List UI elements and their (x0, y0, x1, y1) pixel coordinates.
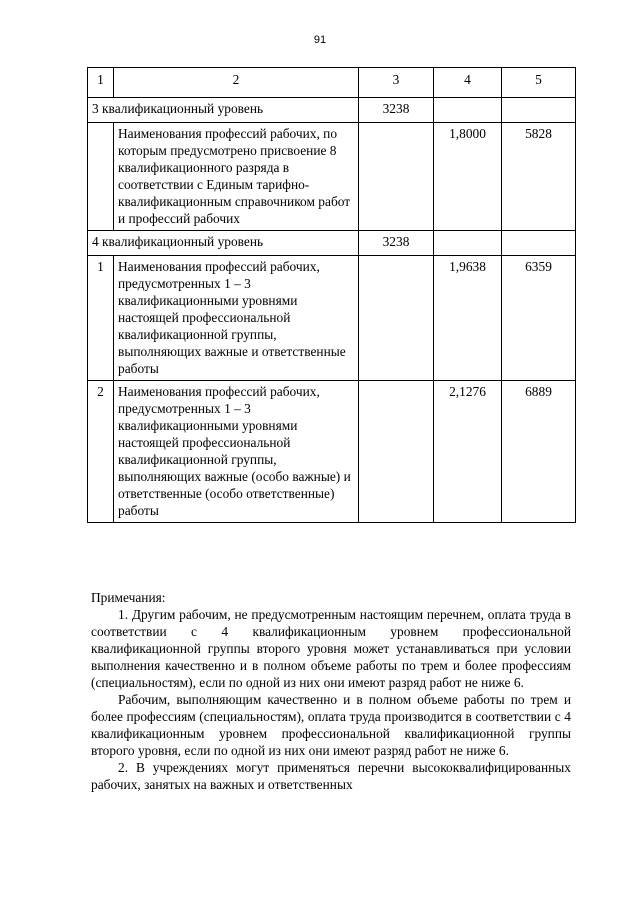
header-cell: 4 (434, 68, 502, 98)
header-cell: 5 (502, 68, 576, 98)
empty-cell (434, 98, 502, 123)
level-3-row (88, 98, 576, 123)
coefficient: 2,1276 (434, 381, 502, 523)
empty-cell (359, 256, 434, 381)
empty-cell (434, 231, 502, 256)
level-4-label: 4 квалификационный уровень (88, 231, 359, 256)
row-number: 2 (88, 381, 114, 523)
note-paragraph: Рабочим, выполняющим качественно и в полном объеме работы по трем и более профессиям (специальностям), оплата труда производится в соответствии с 4 квалификационным уровнем профессиональной квалификационной группы второго уровня, если по одной из них они имеют разряд работ не ниже 6. (91, 692, 571, 758)
amount: 5828 (502, 123, 576, 231)
amount: 6889 (502, 381, 576, 523)
level-3-salary: 3238 (359, 98, 434, 123)
level-3-label: 3 квалификационный уровень (88, 98, 359, 123)
row-number: 1 (88, 256, 114, 381)
table-header-row (88, 68, 576, 98)
empty-cell (502, 98, 576, 123)
coefficient: 1,8000 (434, 123, 502, 231)
empty-cell (359, 123, 434, 231)
level-4-row (88, 231, 576, 256)
profession-description: Наименования профессий рабочих, предусмотренных 1 – 3 квалификационными уровнями настоящей профессиональной квалификационной группы, выполняющих важные (особо важные) и ответственные (особо ответственные) работы (114, 381, 359, 523)
header-cell: 1 (88, 68, 114, 98)
notes-title: Примечания: (91, 590, 166, 605)
notes-section (91, 589, 571, 793)
table-row (88, 381, 576, 523)
table-row (88, 123, 576, 231)
header-cell: 3 (359, 68, 434, 98)
empty-cell (502, 231, 576, 256)
coefficient: 1,9638 (434, 256, 502, 381)
empty-cell (359, 381, 434, 523)
page-number: 91 (313, 34, 327, 46)
note-paragraph: 2. В учреждениях могут применяться перечни высококвалифицированных рабочих, занятых на важных и ответственных (91, 760, 571, 792)
header-cell: 2 (114, 68, 359, 98)
profession-description: Наименования профессий рабочих, предусмотренных 1 – 3 квалификационными уровнями настоящей профессиональной квалификационной группы, выполняющих важные и ответственные работы (114, 256, 359, 381)
note-paragraph: 1. Другим рабочим, не предусмотренным настоящим перечнем, оплата труда в соответствии с 4 квалификационным уровнем профессиональной квалификационной группы второго уровня может устанавливаться при условии выполнения качественно и в полном объеме работы по трем и более профессиям (специальностям), если по одной из них они имеют разряд работ не ниже 6. (91, 607, 571, 690)
amount: 6359 (502, 256, 576, 381)
table-row (88, 256, 576, 381)
profession-description: Наименования профессий рабочих, по которым предусмотрено присвоение 8 квалификационного разряда в соответствии с Единым тарифно-квалификационным справочником работ и профессий рабочих (114, 123, 359, 231)
level-4-salary: 3238 (359, 231, 434, 256)
wage-table (87, 67, 576, 523)
row-number (88, 123, 114, 231)
